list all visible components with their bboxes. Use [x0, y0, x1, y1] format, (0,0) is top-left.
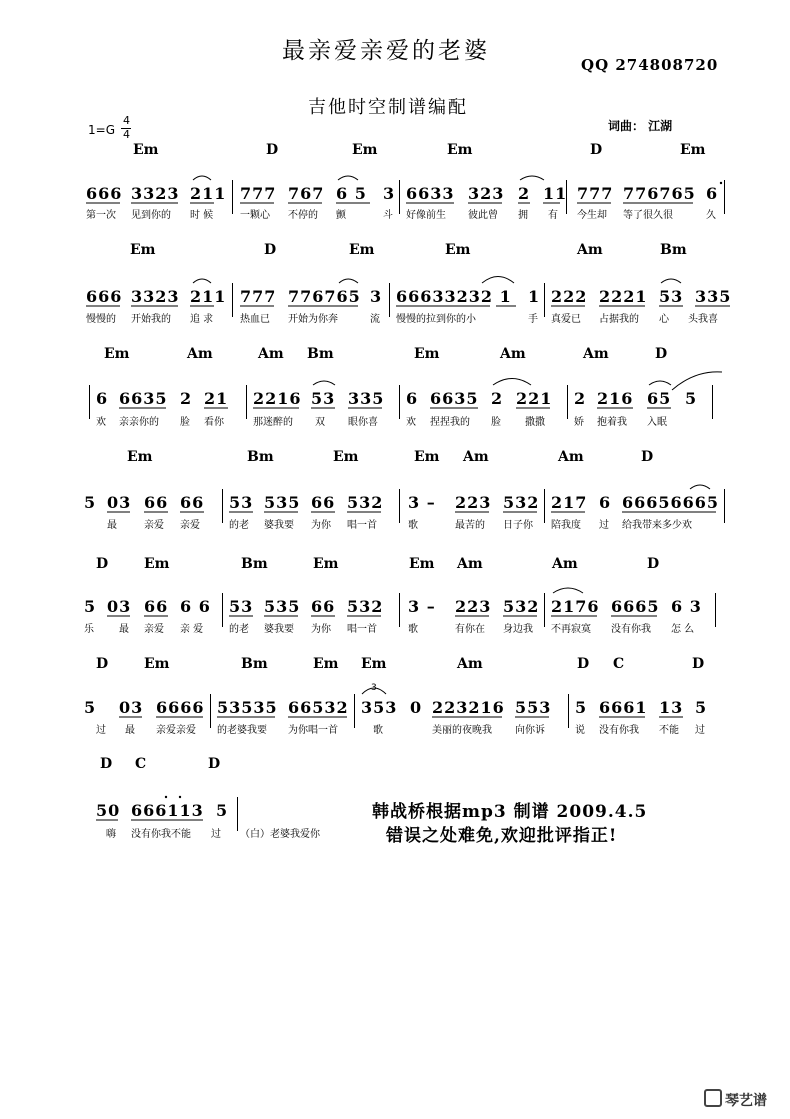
chord: Am — [457, 556, 483, 572]
note-group: 223 — [455, 597, 492, 616]
lyric: 有你在 — [455, 624, 485, 635]
note-group: 53535 — [217, 698, 278, 717]
lyric: 过 — [599, 520, 609, 531]
note-group: 666113 — [131, 801, 204, 820]
chord: Em — [414, 346, 440, 362]
chord: D — [208, 756, 221, 772]
lyric: 陪我度 — [551, 520, 581, 531]
lyric: 欢 — [406, 417, 416, 428]
note-group: 5 — [575, 698, 588, 717]
note-group: 13 — [659, 698, 684, 717]
bar-line — [567, 385, 568, 419]
lyric: 唱一首 — [347, 624, 377, 635]
note-group: 221 — [516, 389, 553, 408]
chord: Am — [258, 346, 284, 362]
bar-line — [389, 283, 390, 317]
note-group: 50 — [96, 801, 121, 820]
note-group: 2176 — [551, 597, 600, 616]
lyric: 时 候 — [190, 210, 214, 221]
lyric: 流 — [370, 314, 380, 325]
svg-text:3: 3 — [371, 683, 377, 693]
note-group: 66 — [180, 493, 205, 512]
note-group: 2 — [574, 389, 587, 408]
lyric: 亲爱 — [180, 520, 200, 531]
lyric: 开始我的 — [131, 314, 171, 325]
note-group: 6666 — [156, 698, 205, 717]
note-group: 53 — [311, 389, 336, 408]
lyric: 的老 — [229, 520, 249, 531]
chord: D — [96, 656, 109, 672]
lyric: 抱着我 — [597, 417, 627, 428]
note-group: 532 — [347, 493, 384, 512]
bar-line — [724, 489, 725, 523]
note-group: 5 — [84, 597, 97, 616]
note-group: 3 — [383, 184, 396, 203]
note-group: 6 5 — [336, 184, 367, 203]
chord: D — [264, 242, 277, 258]
lyric: 给我带来多少欢 — [622, 520, 692, 531]
lyric: 嗨 — [106, 829, 116, 840]
chord: D — [590, 142, 603, 158]
note-group: 6 — [96, 389, 109, 408]
note-group: 2 — [491, 389, 504, 408]
lyric: 斗 — [383, 210, 393, 221]
bar-line — [544, 593, 545, 627]
note-group: 66532 — [288, 698, 349, 717]
note-group: 222 — [551, 287, 588, 306]
lyric: 婆我要 — [264, 520, 294, 531]
chord: Em — [445, 242, 471, 258]
chord: D — [100, 756, 113, 772]
chord: D — [96, 556, 109, 572]
lyric: 等了很久很 — [623, 210, 673, 221]
key-signature: 1=G — [88, 123, 115, 137]
note-group: 767 — [288, 184, 325, 203]
bar-line — [715, 593, 716, 627]
note-group: 335 — [695, 287, 732, 306]
note-group: 3323 — [131, 287, 180, 306]
lyric: 占据我的 — [599, 314, 639, 325]
lyric: 不能 — [659, 725, 679, 736]
lyric: 入眠 — [647, 417, 667, 428]
note-group: 65 — [647, 389, 672, 408]
lyric: 追 求 — [190, 314, 214, 325]
note-group: 2221 — [599, 287, 648, 306]
chord: Em — [104, 346, 130, 362]
chord: D — [641, 449, 654, 465]
chord: Bm — [307, 346, 334, 362]
lyric: 最 — [119, 624, 129, 635]
chord: C — [135, 756, 147, 772]
lyric: 婆我要 — [264, 624, 294, 635]
note-group: 776765 — [623, 184, 696, 203]
chord: Bm — [241, 556, 268, 572]
chord: Em — [130, 242, 156, 258]
note-group: 5 — [216, 801, 229, 820]
note-group: 03 — [119, 698, 144, 717]
note-group: 6 — [706, 184, 719, 203]
lyric: 一颗心 — [240, 210, 270, 221]
chord: Em — [127, 449, 153, 465]
chord: Am — [457, 656, 483, 672]
note-group: 777 — [240, 287, 277, 306]
time-signature-bottom: 4 — [123, 128, 130, 141]
lyric: 说 — [575, 725, 585, 736]
lyric: 为你 — [311, 624, 331, 635]
lyric: 彼此曾 — [468, 210, 498, 221]
note-group: 53 — [229, 493, 254, 512]
note-group: 6665 — [611, 597, 660, 616]
note-group: 776765 — [288, 287, 361, 306]
chord: Em — [349, 242, 375, 258]
bar-line — [89, 385, 90, 419]
note-group: 2 — [518, 184, 531, 203]
lyric: 没有你我 — [599, 725, 639, 736]
note-group: 6 — [406, 389, 419, 408]
note-group: 0 — [410, 698, 423, 717]
lyric: 不停的 — [288, 210, 318, 221]
note-group: 553 — [515, 698, 552, 717]
qq-number: QQ 274808720 — [581, 56, 719, 74]
lyric: 唱一首 — [347, 520, 377, 531]
note-group: 353 — [361, 698, 398, 717]
lyric: 娇 — [574, 417, 584, 428]
lyric: 过 — [211, 829, 221, 840]
lyric: 颤 — [336, 210, 346, 221]
lyric: 久 — [706, 210, 716, 221]
bar-line — [568, 694, 569, 728]
bar-line — [399, 180, 400, 214]
chord: Em — [414, 449, 440, 465]
note-group: 66 — [311, 597, 336, 616]
lyric: 撒撒 — [525, 417, 545, 428]
lyric: 欢 — [96, 417, 106, 428]
bar-line — [237, 797, 238, 831]
note-group: 5 — [695, 698, 708, 717]
chord: Bm — [247, 449, 274, 465]
bar-line — [210, 694, 211, 728]
note-group: 66656665 — [622, 493, 720, 512]
note-group: 6 6 — [180, 597, 211, 616]
note-group: 3 – — [408, 597, 436, 616]
note-group: 535 — [264, 597, 301, 616]
note-group: 5 — [84, 493, 97, 512]
chord: Am — [187, 346, 213, 362]
lyric: 不再寂寞 — [551, 624, 591, 635]
lyric: 有 — [548, 210, 558, 221]
chord: Em — [144, 556, 170, 572]
lyric: 那迷醉的 — [253, 417, 293, 428]
chord: Em — [409, 556, 435, 572]
note-group: 6633 — [406, 184, 455, 203]
lyric: 的老 — [229, 624, 249, 635]
lyrics-music-credit: 词曲： 江湖 — [608, 119, 673, 133]
bar-line — [222, 593, 223, 627]
lyric: 没有你我 — [611, 624, 651, 635]
lyric: 见到你的 — [131, 210, 171, 221]
spoken-line: （白）老婆我爱你 — [240, 829, 320, 840]
note-group: 777 — [577, 184, 614, 203]
note-group: 6661 — [599, 698, 648, 717]
note-group: 11 — [543, 184, 568, 203]
lyric: 今生却 — [577, 210, 607, 221]
note-group: 53 — [229, 597, 254, 616]
lyric: 热血已 — [240, 314, 270, 325]
chord: D — [577, 656, 590, 672]
lyric: 亲亲你的 — [119, 417, 159, 428]
lyric: 过 — [695, 725, 705, 736]
lyric: 真爱已 — [551, 314, 581, 325]
chord: Bm — [241, 656, 268, 672]
note-group: 6635 — [430, 389, 479, 408]
site-logo — [704, 1089, 767, 1110]
lyric: 头我喜 — [688, 314, 718, 325]
note-group: 3 – — [408, 493, 436, 512]
chord: Em — [313, 656, 339, 672]
lyric: 的老婆我要 — [217, 725, 267, 736]
chord: D — [266, 142, 279, 158]
bar-line — [354, 694, 355, 728]
chord: Em — [680, 142, 706, 158]
note-group: 217 — [551, 493, 588, 512]
note-group: 211 — [190, 184, 227, 203]
lyric: 怎 么 — [671, 624, 695, 635]
note-group: 532 — [503, 493, 540, 512]
lyric: 看你 — [204, 417, 224, 428]
note-group: 6 3 — [671, 597, 702, 616]
lyric: 拥 — [518, 210, 528, 221]
note-group: 53 — [659, 287, 684, 306]
lyric: 双 — [315, 417, 325, 428]
note-group: 2216 — [253, 389, 302, 408]
bar-line — [399, 385, 400, 419]
lyric: 眼你喜 — [348, 417, 378, 428]
time-signature-top: 4 — [123, 114, 130, 127]
lyric: 过 — [96, 725, 106, 736]
errata-note: 错误之处难免,欢迎批评指正! — [386, 826, 618, 846]
bar-line — [232, 283, 233, 317]
note-group: 5 — [84, 698, 97, 717]
chord: Am — [463, 449, 489, 465]
lyric: 慢慢的 — [86, 314, 116, 325]
note-group: 211 — [190, 287, 227, 306]
chord: Am — [500, 346, 526, 362]
lyric: 歌 — [408, 624, 418, 635]
note-group: 777 — [240, 184, 277, 203]
note-group: 6 — [599, 493, 612, 512]
lyric: 乐 — [84, 624, 94, 635]
lyric: 脸 — [491, 417, 501, 428]
note-group: 666 — [86, 184, 123, 203]
lyric: 慢慢的拉到你的小 — [396, 314, 476, 325]
lyric: 第一次 — [86, 210, 116, 221]
note-group: 66 — [144, 493, 169, 512]
lyric: 日子你 — [503, 520, 533, 531]
lyric: 最 — [107, 520, 117, 531]
note-group: 216 — [597, 389, 634, 408]
note-group: 1 — [528, 287, 541, 306]
logo-text: 琴艺谱 — [725, 1093, 767, 1109]
chord: Am — [552, 556, 578, 572]
lyric: 身边我 — [503, 624, 533, 635]
lyric: 心 — [659, 314, 669, 325]
lyric: 最 — [125, 725, 135, 736]
bar-line — [246, 385, 247, 419]
note-group: 66 — [311, 493, 336, 512]
chord: Am — [583, 346, 609, 362]
note-group: 2 — [180, 389, 193, 408]
note-group: 6635 — [119, 389, 168, 408]
note-group: 532 — [347, 597, 384, 616]
chord: Em — [352, 142, 378, 158]
chord: Bm — [660, 242, 687, 258]
transcriber-note: 韩战桥根据mp3 制谱 2009.4.5 — [372, 802, 648, 822]
note-group: 535 — [264, 493, 301, 512]
note-group: 03 — [107, 493, 132, 512]
chord: Em — [313, 556, 339, 572]
note-group: 66 — [144, 597, 169, 616]
lyric: 捏捏我的 — [430, 417, 470, 428]
chord: Em — [133, 142, 159, 158]
lyric: 好像前生 — [406, 210, 446, 221]
song-title: 最亲爱亲爱的老婆 — [282, 38, 490, 64]
note-group: 223 — [455, 493, 492, 512]
lyric: 为你唱一首 — [288, 725, 338, 736]
chord: D — [647, 556, 660, 572]
lyric: 为你 — [311, 520, 331, 531]
chord: Em — [333, 449, 359, 465]
chord: Am — [577, 242, 603, 258]
logo-mark-icon — [704, 1089, 722, 1107]
lyric: 歌 — [373, 725, 383, 736]
note-group: 3 — [370, 287, 383, 306]
arranger-subtitle: 吉他时空制谱编配 — [308, 97, 468, 118]
bar-line — [399, 593, 400, 627]
note-group: 335 — [348, 389, 385, 408]
chord: D — [692, 656, 705, 672]
bar-line — [712, 385, 713, 419]
chord: Am — [558, 449, 584, 465]
lyric: 亲 爱 — [180, 624, 204, 635]
note-group: 532 — [503, 597, 540, 616]
lyric: 美丽的夜晚我 — [432, 725, 492, 736]
bar-line — [232, 180, 233, 214]
note-group: 03 — [107, 597, 132, 616]
bar-line — [544, 283, 545, 317]
bar-line — [399, 489, 400, 523]
chord: D — [655, 346, 668, 362]
chord: C — [613, 656, 625, 672]
lyric: 亲爱 — [144, 624, 164, 635]
chord: Em — [144, 656, 170, 672]
note-group: 5 — [685, 389, 698, 408]
lyric: 开始为你奔 — [288, 314, 338, 325]
lyric: 歌 — [408, 520, 418, 531]
note-group: 3323 — [131, 184, 180, 203]
lyric: 向你诉 — [515, 725, 545, 736]
note-group: 666 — [86, 287, 123, 306]
chord: Em — [447, 142, 473, 158]
bar-line — [544, 489, 545, 523]
lyric: 手 — [528, 314, 538, 325]
bar-line — [724, 180, 725, 214]
note-group: 323 — [468, 184, 505, 203]
bar-line — [566, 180, 567, 214]
chord: Em — [361, 656, 387, 672]
lyric: 没有你我不能 — [131, 829, 191, 840]
note-group: 66633232 1 — [396, 287, 512, 306]
lyric: 最苦的 — [455, 520, 485, 531]
note-group: 223216 — [432, 698, 505, 717]
lyric: 脸 — [180, 417, 190, 428]
lyric: 亲爱 — [144, 520, 164, 531]
note-group: 21 — [204, 389, 229, 408]
lyric: 亲爱亲爱 — [156, 725, 196, 736]
bar-line — [222, 489, 223, 523]
